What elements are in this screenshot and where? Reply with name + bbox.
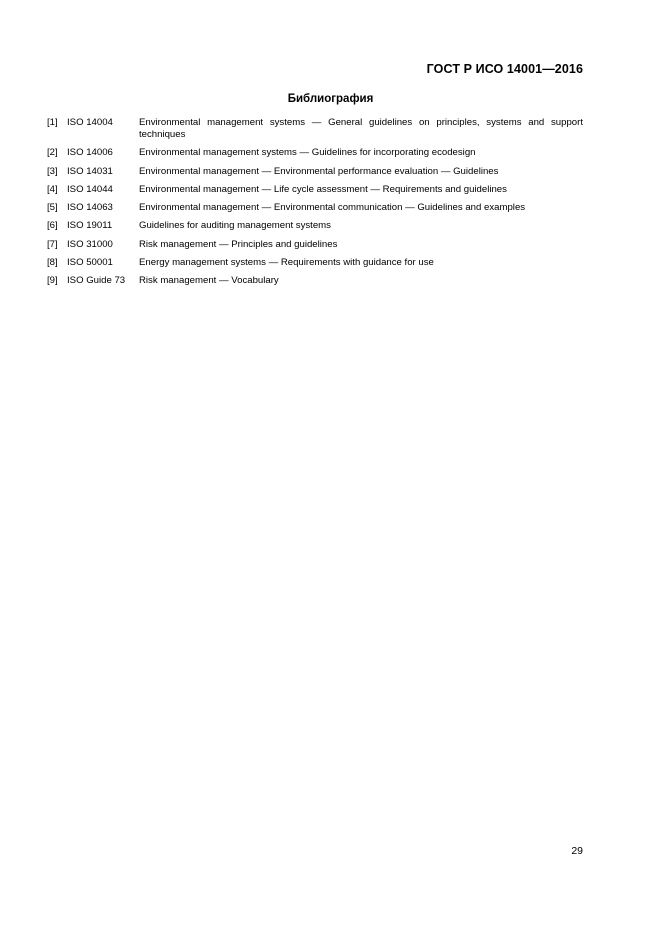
reference-code: ISO 14004 — [67, 117, 113, 128]
reference-code: ISO 50001 — [67, 257, 113, 269]
reference-number: [9] — [47, 275, 58, 287]
reference-number: [6] — [47, 220, 58, 232]
bibliography-item — [47, 275, 583, 287]
reference-title: Environmental management — Environmental communication — Guidelines and examples — [139, 202, 526, 214]
reference-number: [1] — [47, 117, 58, 128]
reference-code: ISO 31000 — [67, 238, 113, 250]
document-code: ГОСТ Р ИСО 14001—2016 — [426, 62, 583, 76]
reference-number: [4] — [47, 183, 58, 195]
reference-number: [3] — [47, 165, 58, 177]
reference-title: Environmental management systems — General guidelines on principles, systems and support techniques — [139, 117, 583, 140]
bibliography-item — [47, 220, 583, 232]
bibliography-list — [47, 117, 583, 294]
reference-code: ISO 14031 — [67, 165, 113, 177]
reference-number: [5] — [47, 202, 58, 214]
bibliography-item — [47, 202, 583, 214]
bibliography-item — [47, 166, 583, 178]
reference-code: ISO 14006 — [67, 147, 113, 159]
reference-title: Guidelines for auditing management systems — [139, 220, 331, 232]
reference-code: ISO Guide 73 — [67, 275, 126, 287]
reference-title: Environmental management — Environmental performance evaluation — Guidelines — [139, 165, 499, 177]
page-number: 29 — [571, 845, 583, 857]
reference-title: Risk management — Vocabulary — [139, 275, 279, 287]
bibliography-item — [47, 147, 583, 159]
section-title: Библиография — [287, 93, 374, 105]
reference-title: Energy management systems — Requirements with guidance for use — [139, 257, 434, 269]
bibliography-item — [47, 257, 583, 269]
reference-title: Environmental management — Life cycle assessment — Requirements and guidelines — [139, 183, 507, 195]
reference-code: ISO 19011 — [67, 220, 113, 232]
reference-code: ISO 14044 — [67, 183, 113, 195]
bibliography-item — [47, 239, 583, 251]
reference-number: [8] — [47, 257, 58, 269]
bibliography-item — [47, 117, 583, 141]
reference-code: ISO 14063 — [67, 202, 113, 214]
reference-number: [7] — [47, 238, 58, 250]
reference-title: Environmental management systems — Guidelines for incorporating ecodesign — [139, 147, 476, 159]
reference-title: Risk management — Principles and guidelines — [139, 238, 338, 250]
bibliography-item — [47, 184, 583, 196]
reference-number: [2] — [47, 147, 58, 159]
